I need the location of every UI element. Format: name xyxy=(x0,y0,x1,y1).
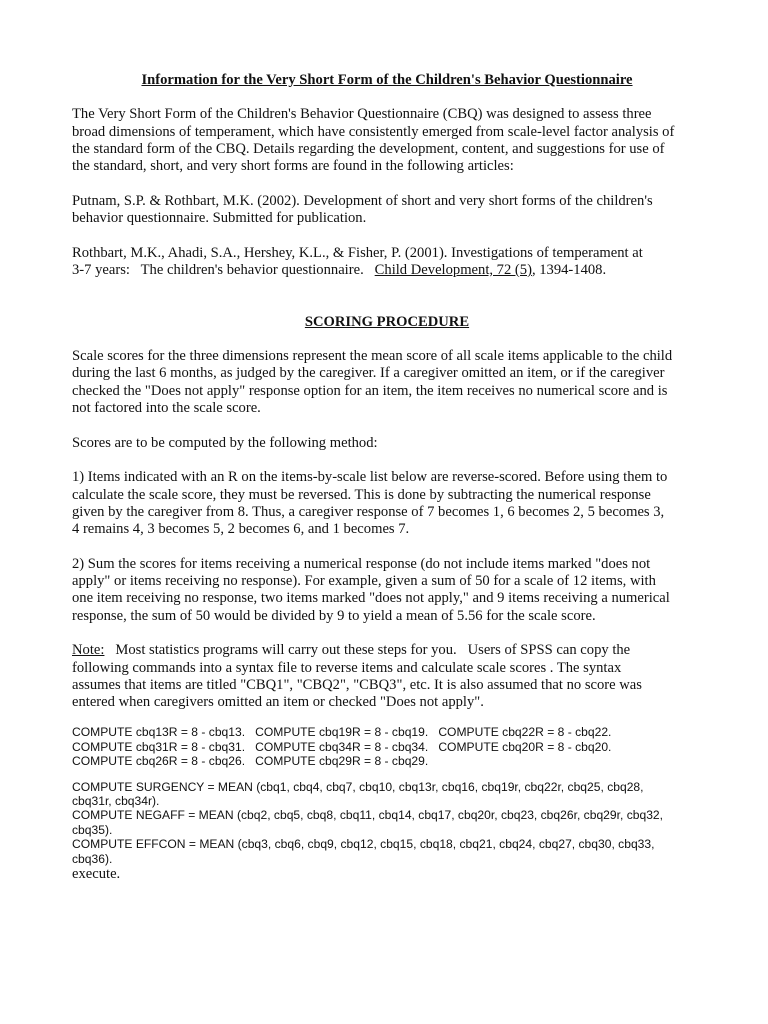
code-line: COMPUTE cbq31R = 8 - cbq31. COMPUTE cbq34R = 8 - cbq34. COMPUTE cbq20R = 8 - cbq20. xyxy=(72,739,612,754)
scoring-procedure-heading: SCORING PROCEDURE xyxy=(304,313,470,330)
step-one-paragraph xyxy=(72,469,702,538)
scoring-line: checked the "Does not apply" response option for an item, the item receives no numerical score and is xyxy=(72,382,668,399)
scoring-line: Scale scores for the three dimensions represent the mean score of all scale items applicable to the child xyxy=(72,348,673,365)
note-text: Most statistics programs will carry out these steps for you. Users of SPSS can copy the xyxy=(104,642,631,659)
method-intro: Scores are to be computed by the following method: xyxy=(72,434,378,451)
reference-putnam xyxy=(72,193,702,228)
code-line: COMPUTE cbq26R = 8 - cbq26. COMPUTE cbq29R = 8 - cbq29. xyxy=(72,754,429,769)
reference-text: 3-7 years: The children's behavior questionnaire. xyxy=(72,261,375,278)
code-line: cbq31r, cbq34r). xyxy=(72,794,160,809)
intro-paragraph xyxy=(72,106,702,175)
step-one-line: given by the caregiver from 8. Thus, a caregiver response of 7 becomes 1, 6 becomes 2, 5 becomes 3, xyxy=(72,503,665,520)
compute-reverse-block xyxy=(72,725,702,768)
step-two-paragraph xyxy=(72,556,702,625)
note-line: following commands into a syntax file to reverse items and calculate scale scores . The syntax xyxy=(72,659,622,676)
reference-line: behavior questionnaire. Submitted for publication. xyxy=(72,210,367,227)
intro-line: the standard, short, and very short forms are found in the following articles: xyxy=(72,158,514,175)
code-line: cbq35). xyxy=(72,822,113,837)
scoring-line: during the last 6 months, as judged by the caregiver. If a caregiver omitted an item, or if the caregiver xyxy=(72,365,665,382)
execute-command: execute. xyxy=(72,866,121,883)
step-one-line: 1) Items indicated with an R on the items-by-scale list below are reverse-scored. Before using them to xyxy=(72,469,668,486)
step-one-line: calculate the scale score, they must be reversed. This is done by subtracting the numerical response xyxy=(72,486,651,503)
reference-rothbart xyxy=(72,245,702,280)
journal-name: Child Development, 72 (5) xyxy=(374,261,532,278)
code-line: cbq36). xyxy=(72,851,113,866)
step-one-line: 4 remains 4, 3 becomes 5, 2 becomes 6, and 1 becomes 7. xyxy=(72,521,410,538)
step-two-line: 2) Sum the scores for items receiving a numerical response (do not include items marked "does not xyxy=(72,555,651,572)
reference-line: Putnam, S.P. & Rothbart, M.K. (2002). Development of short and very short forms of the children's xyxy=(72,192,653,209)
intro-line: the standard form of the CBQ. Details regarding the development, content, and suggestions for use of xyxy=(72,140,665,157)
note-paragraph xyxy=(72,642,702,711)
intro-line: broad dimensions of temperament, which have consistently emerged from scale-level factor analysis of xyxy=(72,123,675,140)
code-line: COMPUTE SURGENCY = MEAN (cbq1, cbq4, cbq7, cbq10, cbq13r, cbq16, cbq19r, cbq22r, cbq25, cbq28, xyxy=(72,779,644,794)
note-line: entered when caregivers omitted an item or checked "Does not apply". xyxy=(72,694,484,711)
step-two-line: response, the sum of 50 would be divided by 9 to yield a mean of 5.56 for the scale score. xyxy=(72,607,596,624)
note-line xyxy=(72,642,702,659)
code-line: COMPUTE cbq13R = 8 - cbq13. COMPUTE cbq19R = 8 - cbq19. COMPUTE cbq22R = 8 - cbq22. xyxy=(72,725,612,740)
compute-means-block xyxy=(72,780,702,866)
document-page xyxy=(72,72,702,883)
reference-line: Rothbart, M.K., Ahadi, S.A., Hershey, K.L., & Fisher, P. (2001). Investigations of temperament at xyxy=(72,244,643,261)
code-line: COMPUTE EFFCON = MEAN (cbq3, cbq6, cbq9, cbq12, cbq15, cbq18, cbq21, cbq24, cbq27, cbq30, cbq33, xyxy=(72,837,655,852)
note-line: assumes that items are titled "CBQ1", "CBQ2", "CBQ3", etc. It is also assumed that no score was xyxy=(72,676,642,693)
reference-pages: , 1394-1408. xyxy=(531,261,607,278)
reference-line xyxy=(72,262,702,279)
step-two-line: apply" or items receiving no response). For example, given a sum of 50 for a scale of 12 items, with xyxy=(72,573,656,590)
scoring-line: not factored into the scale score. xyxy=(72,400,261,417)
scoring-paragraph xyxy=(72,348,702,417)
note-label: Note: xyxy=(72,642,105,659)
code-line: COMPUTE NEGAFF = MEAN (cbq2, cbq5, cbq8, cbq11, cbq14, cbq17, cbq20r, cbq23, cbq26r, cbq29r, cbq32, xyxy=(72,808,664,823)
step-two-line: one item receiving no response, two items marked "does not apply," and 9 items receiving a numerical xyxy=(72,590,670,607)
intro-line: The Very Short Form of the Children's Behavior Questionnaire (CBQ) was designed to assess three xyxy=(72,106,652,123)
document-title: Information for the Very Short Form of the Children's Behavior Questionnaire xyxy=(141,72,633,88)
